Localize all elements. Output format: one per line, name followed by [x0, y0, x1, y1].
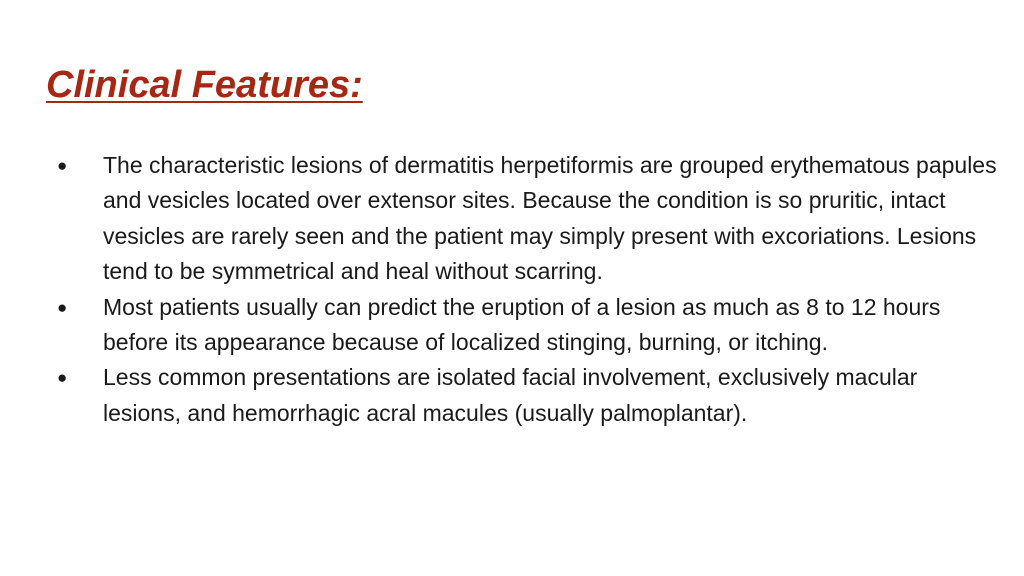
slide-title: Clinical Features:	[46, 64, 363, 106]
bullet-item	[48, 148, 998, 290]
bullet-icon: ●	[57, 368, 68, 388]
bullet-icon: ●	[57, 156, 68, 175]
bullet-text: Less common presentations are isolated facial involvement, exclusively macular lesions, and hemorrhagic acral macules (usually palmoplantar).	[103, 364, 918, 426]
bullet-list	[48, 148, 998, 431]
bullet-item	[48, 290, 998, 361]
bullet-item	[48, 360, 998, 431]
bullet-icon: ●	[57, 297, 68, 317]
bullet-text: Most patients usually can predict the eruption of a lesion as much as 8 to 12 hours before its appearance because of localized stinging, burning, or itching.	[103, 293, 941, 356]
bullet-text: The characteristic lesions of dermatitis herpetiformis are grouped erythematous papules and vesicles located over extensor sites. Because the condition is so pruritic, intact vesicles are rarely seen and the patient may simply present with excoriations. Lesions tend to be symmetrical and heal without scarring.	[103, 152, 997, 285]
